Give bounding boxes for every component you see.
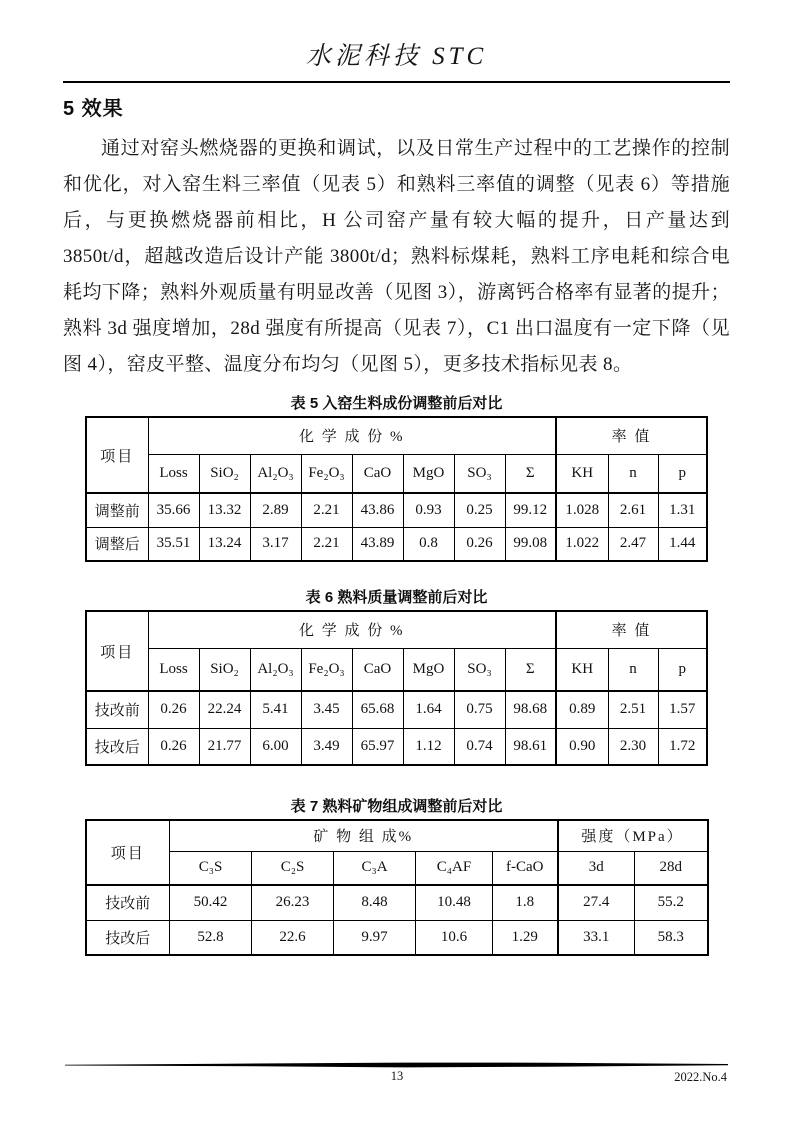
table7-group-mineral: 矿 物 组 成%: [170, 820, 558, 851]
journal-header: [63, 42, 730, 72]
column-header: 3d: [558, 851, 635, 885]
data-cell: 21.77: [199, 728, 250, 765]
data-cell: 52.8: [170, 920, 252, 955]
data-cell: 10.6: [416, 920, 493, 955]
table6-item-header: 项目: [86, 611, 148, 691]
table-row: [86, 527, 707, 561]
data-cell: 10.48: [416, 885, 493, 920]
data-cell: 2.51: [608, 691, 658, 728]
data-cell: 2.30: [608, 728, 658, 765]
row-label: 技改前: [86, 885, 170, 920]
column-header: n: [608, 648, 658, 691]
column-header: KH: [556, 648, 608, 691]
data-cell: 65.97: [352, 728, 403, 765]
data-cell: 2.89: [250, 493, 301, 527]
data-cell: 26.23: [252, 885, 334, 920]
data-cell: 1.028: [556, 493, 608, 527]
row-label: 技改后: [86, 728, 148, 765]
data-cell: 0.93: [403, 493, 454, 527]
data-cell: 0.89: [556, 691, 608, 728]
data-cell: 6.00: [250, 728, 301, 765]
column-header: 28d: [635, 851, 708, 885]
table5: [85, 416, 708, 562]
data-cell: 35.66: [148, 493, 199, 527]
header-rule: [63, 81, 730, 83]
table-row: [86, 885, 708, 920]
data-cell: 3.49: [301, 728, 352, 765]
data-cell: 99.08: [505, 527, 556, 561]
data-cell: 2.21: [301, 493, 352, 527]
column-header: MgO: [403, 648, 454, 691]
table6-caption: 表 6 熟料质量调整前后对比: [305, 589, 488, 606]
column-header: MgO: [403, 454, 454, 493]
data-cell: 22.6: [252, 920, 334, 955]
page-number: 13: [390, 1069, 404, 1083]
column-header: Σ: [505, 648, 556, 691]
data-cell: 50.42: [170, 885, 252, 920]
data-cell: 0.26: [148, 691, 199, 728]
data-cell: 13.24: [199, 527, 250, 561]
data-cell: 35.51: [148, 527, 199, 561]
column-header: C₃A: [334, 851, 416, 885]
column-header: Al₂O₃: [250, 648, 301, 691]
table7-caption: 表 7 熟料矿物组成调整前后对比: [290, 798, 503, 815]
data-cell: 1.29: [493, 920, 558, 955]
data-cell: 0.90: [556, 728, 608, 765]
row-label: 技改前: [86, 691, 148, 728]
row-label: 调整前: [86, 493, 148, 527]
data-cell: 9.97: [334, 920, 416, 955]
column-header: Al₂O₃: [250, 454, 301, 493]
column-header: Loss: [148, 454, 199, 493]
column-header: C₂S: [252, 851, 334, 885]
data-cell: 1.8: [493, 885, 558, 920]
table6-group-ratio: 率 值: [556, 611, 707, 648]
data-cell: 2.21: [301, 527, 352, 561]
table5-group-ratio: 率 值: [556, 417, 707, 454]
data-cell: 43.86: [352, 493, 403, 527]
column-header: SO₃: [454, 454, 505, 493]
table5-item-header: 项目: [86, 417, 148, 493]
column-header: C₄AF: [416, 851, 493, 885]
data-cell: 1.72: [658, 728, 707, 765]
column-header: Σ: [505, 454, 556, 493]
data-cell: 55.2: [635, 885, 708, 920]
data-cell: 1.44: [658, 527, 707, 561]
data-cell: 98.61: [505, 728, 556, 765]
data-cell: 99.12: [505, 493, 556, 527]
column-header: C₃S: [170, 851, 252, 885]
table-row: [86, 493, 707, 527]
section-heading: 5 效果: [63, 98, 124, 120]
column-header: Loss: [148, 648, 199, 691]
data-cell: 0.26: [454, 527, 505, 561]
journal-title: 水泥科技 STC: [305, 43, 488, 70]
data-cell: 0.8: [403, 527, 454, 561]
data-cell: 13.32: [199, 493, 250, 527]
column-header: n: [608, 454, 658, 493]
table-row: [86, 728, 707, 765]
column-header: SiO₂: [199, 454, 250, 493]
data-cell: 5.41: [250, 691, 301, 728]
data-cell: 33.1: [558, 920, 635, 955]
table6-group-chemical: 化 学 成 份 %: [148, 611, 556, 648]
footer-rule: [65, 1062, 729, 1068]
table6: [85, 610, 708, 766]
data-cell: 98.68: [505, 691, 556, 728]
data-cell: 27.4: [558, 885, 635, 920]
column-header: CaO: [352, 648, 403, 691]
row-label: 调整后: [86, 527, 148, 561]
body-paragraph: 通过对窑头燃烧器的更换和调试，以及日常生产过程中的工艺操作的控制和优化，对入窑生料三率值（见表 5）和熟料三率值的调整（见表 6）等措施后，与更换燃烧器前相比，H 公司窑产量有较大幅的提升，日产量达到 3850t/d，超越改造后设计产能 3800t/d；熟料标煤耗，熟料工序电耗和综合电耗均下降；熟料外观质量有明显改善（见图 3），游离钙合格率有显著的提升；熟料 3d 强度增加，28d 强度有所提高（见表 7），C1 出口温度有一定下降（见图 4），窑皮平整、温度分布均匀（见图 5），更多技术指标见表 8。: [63, 138, 730, 375]
data-cell: 8.48: [334, 885, 416, 920]
column-header: Fe₂O₃: [301, 648, 352, 691]
data-cell: 0.25: [454, 493, 505, 527]
data-cell: 58.3: [635, 920, 708, 955]
column-header: CaO: [352, 454, 403, 493]
table7-item-header: 项目: [86, 820, 170, 885]
row-label: 技改后: [86, 920, 170, 955]
table7-group-strength: 强度（MPa）: [558, 820, 708, 851]
data-cell: 3.45: [301, 691, 352, 728]
table-row: [86, 920, 708, 955]
data-cell: 1.022: [556, 527, 608, 561]
data-cell: 0.74: [454, 728, 505, 765]
data-cell: 0.75: [454, 691, 505, 728]
table5-caption: 表 5 入窑生料成份调整前后对比: [290, 395, 503, 412]
data-cell: 1.64: [403, 691, 454, 728]
table7: [85, 819, 709, 956]
column-header: p: [658, 454, 707, 493]
footer-row: [65, 1069, 729, 1087]
column-header: SO₃: [454, 648, 505, 691]
data-cell: 1.12: [403, 728, 454, 765]
column-header: KH: [556, 454, 608, 493]
data-cell: 43.89: [352, 527, 403, 561]
data-cell: 22.24: [199, 691, 250, 728]
column-header: f-CaO: [493, 851, 558, 885]
data-cell: 65.68: [352, 691, 403, 728]
data-cell: 3.17: [250, 527, 301, 561]
data-cell: 1.31: [658, 493, 707, 527]
data-cell: 2.47: [608, 527, 658, 561]
column-header: SiO₂: [199, 648, 250, 691]
column-header: p: [658, 648, 707, 691]
page-footer: [65, 1062, 729, 1087]
data-cell: 0.26: [148, 728, 199, 765]
table-row: [86, 691, 707, 728]
column-header: Fe₂O₃: [301, 454, 352, 493]
data-cell: 1.57: [658, 691, 707, 728]
issue-number: 2022.No.4: [674, 1070, 727, 1084]
table5-group-chemical: 化 学 成 份 %: [148, 417, 556, 454]
data-cell: 2.61: [608, 493, 658, 527]
